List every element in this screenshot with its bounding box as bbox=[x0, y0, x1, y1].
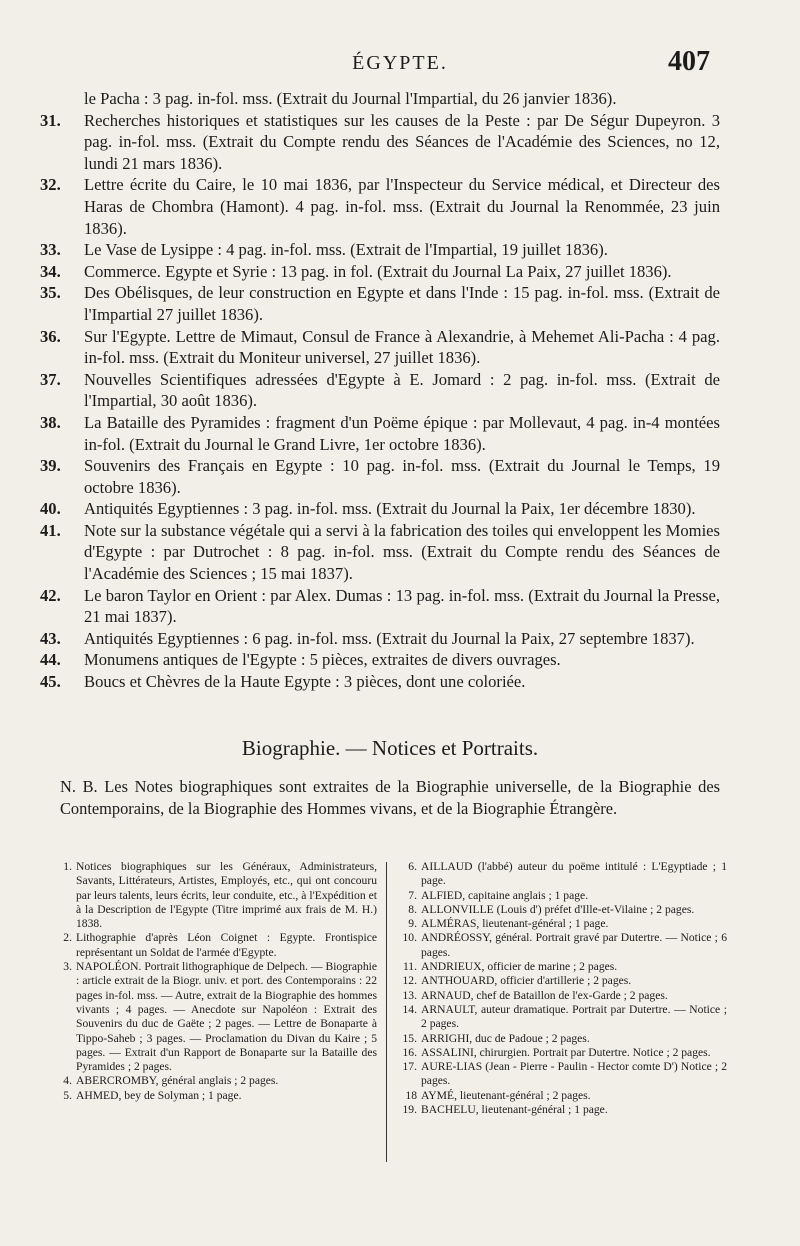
page-number: 407 bbox=[668, 46, 710, 77]
item-number: 2. bbox=[63, 931, 72, 945]
item-number: 1. bbox=[63, 860, 72, 873]
item-text: BACHELU, lieutenant-général ; 1 page. bbox=[421, 1103, 608, 1117]
item-text: ALLONVILLE (Louis d') préfet d'Ille-et-Vilaine ; 2 pages. bbox=[421, 902, 695, 916]
item-text: Sur l'Egypte. Lettre de Mimaut, Consul de France à Alexandrie, à Mehemet Ali-Pacha : 4 pag. in-fol. mss. (Extrait du Moniteur universel, 27 juillet 1836). bbox=[84, 326, 720, 368]
list-item bbox=[395, 960, 727, 974]
item-number: 9. bbox=[408, 917, 417, 931]
item-text: Le baron Taylor en Orient : par Alex. Dumas : 13 pag. in-fol. mss. (Extrait du Journal la Presse, 21 mai 1837). bbox=[84, 585, 720, 627]
item-number: 6. bbox=[408, 860, 417, 873]
item-text: le Pacha : 3 pag. in-fol. mss. (Extrait du Journal l'Impartial, du 26 janvier 1836). bbox=[84, 89, 617, 108]
item-number: 18 bbox=[405, 1088, 417, 1102]
list-item bbox=[50, 1089, 377, 1103]
list-item bbox=[395, 974, 727, 988]
item-text: Antiquités Egyptiennes : 6 pag. in-fol. mss. (Extrait du Journal la Paix, 27 septembre 1837). bbox=[84, 628, 695, 648]
item-number: 10. bbox=[402, 931, 417, 945]
item-text: ASSALINI, chirurgien. Portrait par Dutertre. Notice ; 2 pages. bbox=[421, 1045, 711, 1059]
list-item bbox=[395, 1046, 727, 1060]
item-number: 34. bbox=[40, 261, 61, 281]
item-text: ARNAULT, auteur dramatique. Portrait par Dutertre. — Notice ; 2 pages. bbox=[421, 1002, 727, 1031]
right-column bbox=[395, 860, 727, 1117]
item-number: 5. bbox=[63, 1088, 72, 1102]
list-item bbox=[395, 889, 727, 903]
list-item bbox=[40, 110, 720, 175]
item-text: AYMÉ, lieutenant-général ; 2 pages. bbox=[421, 1088, 591, 1102]
item-number: 16. bbox=[402, 1045, 417, 1059]
list-item bbox=[395, 1003, 727, 1032]
item-text: ABERCROMBY, général anglais ; 2 pages. bbox=[76, 1074, 279, 1088]
list-item bbox=[395, 1032, 727, 1046]
item-text: AHMED, bey de Solyman ; 1 page. bbox=[76, 1088, 242, 1102]
list-item bbox=[40, 520, 720, 585]
item-text: Antiquités Egyptiennes : 3 pag. in-fol. mss. (Extrait du Journal la Paix, 1er décembre 1830). bbox=[84, 499, 696, 519]
item-text: Des Obélisques, de leur construction en Egypte et dans l'Inde : 15 pag. in-fol. mss. (Extrait de l'Impartial 27 juillet 1836). bbox=[84, 283, 720, 324]
list-item bbox=[50, 860, 377, 931]
list-item bbox=[40, 326, 720, 369]
item-text: Monumens antiques de l'Egypte : 5 pièces, extraites de divers ouvrages. bbox=[84, 650, 561, 670]
item-text: Nouvelles Scientifiques adressées d'Egypte à E. Jomard : 2 pag. in-fol. mss. (Extrait de l'Impartial, 30 août 1836). bbox=[84, 369, 720, 411]
item-text: Lettre écrite du Caire, le 10 mai 1836, par l'Inspecteur du Service médical, et Directeur des Haras de Chombra (Hamont). 4 pag. in-fol. mss. (Extrait du Journal la Renommée, 23 juin 1836). bbox=[84, 175, 720, 238]
list-item bbox=[40, 628, 720, 650]
item-text: ARNAUD, chef de Bataillon de l'ex-Garde ; 2 pages. bbox=[421, 988, 668, 1002]
item-text: AURE-LIAS (Jean - Pierre - Paulin - Hector comte D') Notice ; 2 pages. bbox=[421, 1060, 727, 1088]
item-number: 33. bbox=[40, 240, 61, 260]
list-item bbox=[40, 412, 720, 455]
biography-columns bbox=[50, 860, 730, 1160]
list-item bbox=[395, 1060, 727, 1089]
item-number: 8. bbox=[408, 902, 417, 916]
item-text: ANDRÉOSSY, général. Portrait gravé par Dutertre. — Notice ; 6 pages. bbox=[421, 931, 727, 959]
item-number: 43. bbox=[40, 628, 61, 648]
list-item bbox=[395, 989, 727, 1003]
list-item bbox=[50, 960, 377, 1074]
item-number: 42. bbox=[40, 585, 61, 605]
item-text: Note sur la substance végétale qui a servi à la fabrication des toiles qui enveloppent les Momies d'Egypte : par Dutrochet : 8 pag. in-fol. mss. (Extrait du Compte rendu des Séances de l'Académie des Sciences ; 15 mai 1837). bbox=[84, 520, 720, 584]
item-number: 32. bbox=[40, 175, 61, 195]
item-text: Le Vase de Lysippe : 4 pag. in-fol. mss. (Extrait de l'Impartial, 19 juillet 1836). bbox=[84, 240, 608, 260]
item-number: 45. bbox=[40, 672, 61, 692]
item-text: AILLAUD (l'abbé) auteur du poëme intitulé : L'Egyptiade ; 1 page. bbox=[421, 860, 727, 888]
item-number: 3. bbox=[63, 960, 72, 974]
item-number: 12. bbox=[402, 974, 417, 988]
list-item bbox=[40, 498, 720, 520]
item-number: 36. bbox=[40, 326, 61, 346]
item-text: ARRIGHI, duc de Padoue ; 2 pages. bbox=[421, 1031, 590, 1045]
item-text: Notices biographiques sur les Généraux, Administrateurs, Savants, Littérateurs, Artistes, Employés, etc., qui ont concouru par leurs talents, leurs écrits, leur conduite, etc., à l'Expédition et à la Description de l'Egypte (Titre imprimé aux frais de M. H.) 1838. bbox=[76, 860, 377, 931]
item-text: Souvenirs des Français en Egypte : 10 pag. in-fol. mss. (Extrait du Journal le Temps, 19 octobre 1836). bbox=[84, 456, 720, 497]
item-number: 13. bbox=[402, 988, 417, 1002]
item-text: ANTHOUARD, officier d'artillerie ; 2 pages. bbox=[421, 974, 632, 988]
column-divider bbox=[386, 862, 387, 1162]
item-text: Commerce. Egypte et Syrie : 13 pag. in fol. (Extrait du Journal La Paix, 27 juillet 1836). bbox=[84, 261, 672, 281]
item-number: 15. bbox=[402, 1031, 417, 1045]
item-number: 14. bbox=[402, 1002, 417, 1016]
item-number: 19. bbox=[402, 1103, 417, 1117]
list-item bbox=[395, 903, 727, 917]
page-header bbox=[0, 46, 800, 82]
running-head: ÉGYPTE. bbox=[352, 52, 448, 74]
list-item bbox=[50, 931, 377, 960]
list-item bbox=[395, 1103, 727, 1117]
list-item bbox=[395, 917, 727, 931]
list-item bbox=[395, 860, 727, 889]
item-text: ALFIED, capitaine anglais ; 1 page. bbox=[421, 888, 589, 902]
item-number: 37. bbox=[40, 369, 61, 389]
list-item bbox=[50, 1074, 377, 1088]
item-text: ANDRIEUX, officier de marine ; 2 pages. bbox=[421, 960, 618, 974]
list-item bbox=[395, 931, 727, 960]
item-text: Boucs et Chèvres de la Haute Egypte : 3 pièces, dont une coloriée. bbox=[84, 672, 526, 692]
section-title: Biographie. — Notices et Portraits. bbox=[241, 736, 539, 760]
item-number bbox=[40, 88, 84, 110]
item-number: 17. bbox=[402, 1060, 417, 1074]
entry-list bbox=[40, 88, 720, 693]
list-item bbox=[40, 239, 720, 261]
item-number: 44. bbox=[40, 650, 61, 670]
item-number: 39. bbox=[40, 456, 61, 476]
item-number: 35. bbox=[40, 283, 61, 303]
item-text: La Bataille des Pyramides : fragment d'un Poëme épique : par Mollevaut, 4 pag. in-4 montées in-fol. (Extrait du Journal le Grand Livre, 1er octobre 1836). bbox=[84, 412, 720, 454]
item-text: Lithographie d'après Léon Coignet : Egypte. Frontispice représentant un Soldat de l'armée d'Egypte. bbox=[76, 931, 377, 959]
item-number: 11. bbox=[402, 960, 417, 974]
list-item bbox=[40, 649, 720, 671]
left-column bbox=[50, 860, 377, 1103]
item-number: 31. bbox=[40, 110, 61, 130]
item-number: 38. bbox=[40, 412, 61, 432]
list-item bbox=[40, 282, 720, 325]
item-number: 41. bbox=[40, 520, 61, 540]
list-item bbox=[40, 261, 720, 283]
list-item bbox=[40, 671, 720, 693]
item-number: 40. bbox=[40, 499, 61, 519]
item-number: 4. bbox=[63, 1074, 72, 1088]
list-item bbox=[40, 585, 720, 628]
list-item bbox=[40, 455, 720, 498]
list-item bbox=[395, 1089, 727, 1103]
list-item bbox=[40, 88, 720, 110]
item-number: 7. bbox=[408, 888, 417, 902]
item-text: Recherches historiques et statistiques sur les causes de la Peste : par De Ségur Dupeyron. 3 pag. in-fol. mss. (Extrait du Compte rendu des Séances de l'Académie des Sciences, no 12, lundi 21 mars 1836). bbox=[84, 110, 720, 173]
nb-note: N. B. Les Notes biographiques sont extraites de la Biographie universelle, de la Biographie des Contemporains, de la Biographie des Hommes vivans, et de la Biographie Étrangère. bbox=[60, 777, 720, 818]
item-text: NAPOLÉON. Portrait lithographique de Delpech. — Biographie : article extrait de la Biogr. univ. et port. des Contemporains : 22 pages in-fol. mss. — Autre, extrait de la Biographie des hommes vivants ; 4 pages. — Anecdote sur Napoléon : Extrait des Souvenirs du duc de Gaëte ; 2 pages. — Lettre de Bonaparte à Tippo-Saheb ; 3 pages. — Proclamation du Divan du Kaire ; 5 pages. — Extrait d'un Rapport de Bonaparte sur la Bataille des Pyramides ; 2 pages. bbox=[76, 960, 377, 1074]
item-text: ALMÉRAS, lieutenant-général ; 1 page. bbox=[421, 917, 609, 931]
list-item bbox=[40, 369, 720, 412]
list-item bbox=[40, 174, 720, 239]
